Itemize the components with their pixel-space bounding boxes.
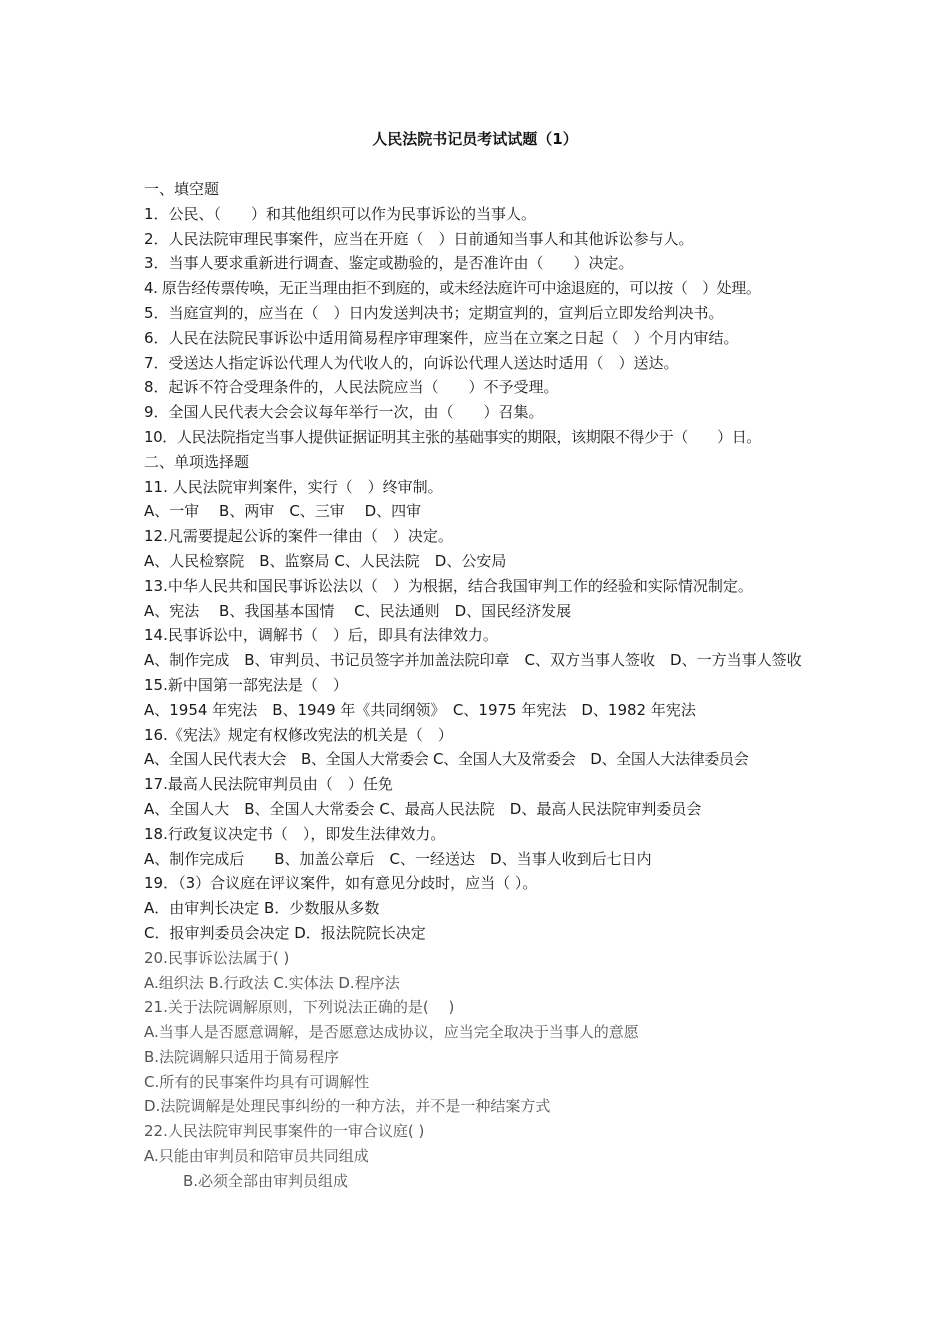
document-body [144,177,834,1194]
question-line: 12.凡需要提起公诉的案件一律由（ ）决定。 [144,527,453,546]
option-line: C．报审判委员会决定 D．报法院院长决定 [144,923,426,942]
option-line: B.法院调解只适用于简易程序 [144,1047,340,1066]
question-line: 13.中华人民共和国民事诉讼法以（ ）为根据，结合我国审判工作的经验和实际情况制定。 [144,576,753,595]
option-line: A、人民检察院 B、监察局 C、人民法院 D、公安局 [144,551,507,570]
section-heading: 二、单项选择题 [144,452,250,471]
question-line: 2．人民法院审理民事案件，应当在开庭（ ）日前通知当事人和其他诉讼参与人。 [144,229,694,248]
question-line: 16.《宪法》规定有权修改宪法的机关是（ ） [144,725,453,744]
question-line: 5．当庭宣判的，应当在（ ）日内发送判决书；定期宣判的，宣判后立即发给判决书。 [144,303,724,322]
option-line: A、一审 B、两审 C、三审 D、四审 [144,502,422,521]
question-line: 8．起诉不符合受理条件的，人民法院应当（ ）不予受理。 [144,378,559,397]
option-line: A、1954 年宪法 B、1949 年《共同纲领》 C、1975 年宪法 D、1982 年宪法 [144,700,696,719]
option-line: A、全国人大 B、全国人大常委会 C、最高人民法院 D、最高人民法院审判委员会 [144,799,702,818]
question-line: 6．人民在法院民事诉讼中适用简易程序审理案件，应当在立案之日起（ ）个月内审结。 [144,328,739,347]
option-line: A.当事人是否愿意调解，是否愿意达成协议，应当完全取决于当事人的意愿 [144,1023,639,1042]
option-line: A．由审判长决定 B．少数服从多数 [144,899,380,918]
question-line: 3．当事人要求重新进行调查、鉴定或勘验的，是否准许由（ ）决定。 [144,254,634,273]
question-line: 17.最高人民法院审判员由（ ）任免 [144,775,393,794]
option-line: B.必须全部由审判员组成 [183,1171,349,1190]
question-line: 15.新中国第一部宪法是（ ） [144,675,348,694]
question-line: 21.关于法院调解原则，下列说法正确的是( ) [144,998,455,1017]
question-line: 22.人民法院审判民事案件的一审合议庭( ) [144,1122,425,1141]
option-line: A、制作完成后 B、加盖公章后 C、一经送达 D、当事人收到后七日内 [144,849,652,868]
option-line: C.所有的民事案件均具有可调解性 [144,1072,370,1091]
section-heading: 一、填空题 [144,180,220,198]
question-line: 1．公民、（ ）和其他组织可以作为民事诉讼的当事人。 [144,204,537,223]
option-line: D.法院调解是处理民事纠纷的一种方法，并不是一种结案方式 [144,1097,551,1116]
question-line: 19．（3）合议庭在评议案件，如有意见分歧时，应当（ ）。 [144,874,538,893]
option-line: A.组织法 B.行政法 C.实体法 D.程序法 [144,973,400,992]
question-line: 18.行政复议决定书（ ），即发生法律效力。 [144,824,446,843]
page-title: 人民法院书记员考试试题（1） [372,130,578,148]
question-line: 10．人民法院指定当事人提供证据证明其主张的基础事实的期限，该期限不得少于（ ）日。 [144,427,761,446]
question-line: 20.民事诉讼法属于( ) [144,948,290,967]
question-line: 9．全国人民代表大会会议每年举行一次，由（ ）召集。 [144,403,544,422]
option-line: A.只能由审判员和陪审员共同组成 [144,1147,369,1166]
option-line: A、宪法 B、我国基本国情 C、民法通则 D、国民经济发展 [144,601,572,620]
option-line: A、全国人民代表大会 B、全国人大常委会 C、全国人大及常委会 D、全国人大法律委员会 [144,750,749,769]
question-line: 11. 人民法院审判案件，实行（ ）终审制。 [144,477,443,496]
option-line: A、制作完成 B、审判员、书记员签字并加盖法院印章 C、双方当事人签收 D、一方当事人签收 [144,651,802,670]
question-line: 7．受送达人指定诉讼代理人为代收人的，向诉讼代理人送达时适用（ ）送达。 [144,353,679,372]
question-line: 4. 原告经传票传唤，无正当理由拒不到庭的，或未经法庭许可中途退庭的，可以按（ ）处理。 [144,279,761,298]
question-line: 14.民事诉讼中，调解书（ ）后，即具有法律效力。 [144,626,498,645]
